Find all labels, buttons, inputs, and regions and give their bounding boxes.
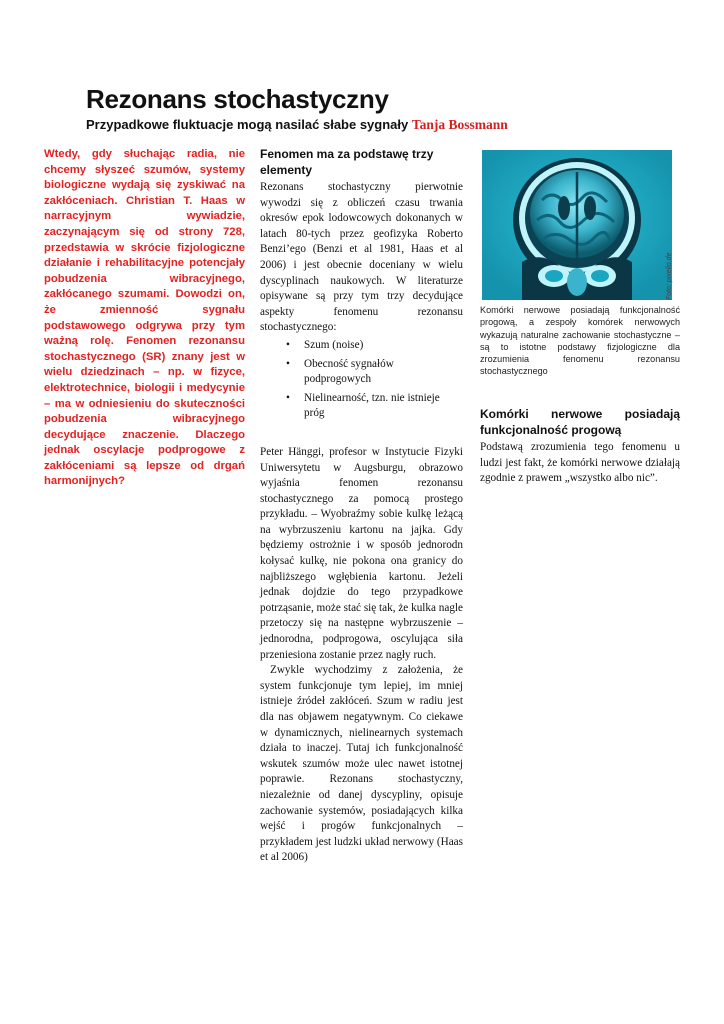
brain-mri-image	[482, 150, 672, 300]
paragraph-noise: Zwykle wychodzimy z założenia, że system funkcjonuje tym lepiej, im mniej istnieje źródeł zakłóceń. Szum w radiu jest dla nas objawem negatywnym. Co ciekawe w dynamicznych, nielinearnych systemach działa to inaczej. Tutaj ich funkcjonalność wskutek szumów może ulec nawet istotnej poprawie. Rezonans stochastyczny, niezależnie od danej dyscypliny, opisuje zachowanie systemów, posiadających kilka wejść i progów funkcjonalnych – przykładem jest ludzki układ nerwowy (Haas et al 2006)	[260, 664, 463, 864]
list-item: • Szum (noise)	[286, 338, 463, 354]
paragraph-hanggi: Peter Hänggi, profesor w Instytucie Fizyki Uniwersytetu w Augsburgu, obrazowo wyjaśnia fenomen rezonansu stochastycznego za pomocą prostego przykładu. – Wyobraźmy sobie kulkę leżącą na wybrzuszeniu kartonu na jajka. Gdy będziemy ostrożnie i w sposób jednorodn kołysać kulkę, nie pokona ona granicy do najbliższego wgłębienia kartonu. Jeżeli jednak dojdzie do tego przypadkowe potrząsanie, może stać się tak, że kulka nagle przetoczy się na następne wybrzuszenie – jednorodna, podprogowa, oscylująca siła przeniesiona zostanie przez nagły ruch.	[260, 445, 463, 661]
section-heading-fenomen: Fenomen ma za podstawę trzy elementy	[260, 147, 434, 177]
photo-credit: Foto: pixelio.de	[666, 252, 673, 300]
article-title: Rezonans stochastyczny	[86, 84, 389, 114]
photo-caption: Komórki nerwowe posiadają funkcjonalność progową, a zespoły komórek nerwowych wykazują naturalne zachowanie stochastyczne – są to istotne podstawy fizjologiczne dla zrozumienia fenomenu rezonansu stochastycznego	[480, 305, 680, 377]
section-heading-komorki: Komórki nerwowe posiadają funkcjonalność progową	[480, 407, 680, 437]
aspects-list	[260, 338, 463, 422]
paragraph-all-or-nothing: Podstawą zrozumienia tego fenomenu u ludzi jest fakt, że komórki nerwowe działają zgodnie z prawem „wszystko albo nic”.	[480, 441, 680, 485]
subtitle-text: Przypadkowe fluktuacje mogą nasilać słabe sygnały	[86, 117, 409, 132]
list-item: • Obecność sygnałów podprogowych	[286, 357, 463, 388]
brain-scan-icon	[482, 150, 672, 300]
author-name: Tanja Bossmann	[411, 117, 508, 132]
article-subtitle	[86, 117, 508, 133]
main-column	[260, 146, 463, 866]
list-item: • Nielinearność, tzn. nie istnieje próg	[286, 391, 463, 422]
lead-paragraph: Wtedy, gdy słuchając radia, nie chcemy słyszeć szumów, systemy biologiczne wydają się zyskiwać na zakłóceniach. Christian T. Haas w narracyjnym wywiadzie, zaczynającym się od strony 728, przedstawia w skrócie fizjologiczne działanie i rehabilitacyjne potencjały pobudzenia wibracyjnego, zakłócanego szumami. Dowodzi on, że zmienność sygnału podstawowego odgrywa przy tym ważną rolę. Fenomen rezonansu stochastycznego (SR) znany jest w wielu dziedzinach – np. w fizyce, elektrotechnice, biologii i medycynie – ma w odniesieniu do skuteczności pobudzenia wibracyjnego decydujące znaczenie. Dlaczego jednak oscylacje podprogowe z zakłóceniami są lepsze od drgań harmonijnych?	[44, 148, 245, 488]
side-column	[480, 406, 680, 487]
paragraph-origin: Rezonans stochastyczny pierwotnie wywodzi się z obliczeń czasu trwania okresów epok lodowcowych dokonanych w latach 80-tych przez geofizyka Roberto Benzi’ego (Benzi et al 1981, Haas et al 2006) i jest obecnie doceniany w wielu dyscyplinach naukowych. W literaturze opisywane są przy tym trzy decydujące aspekty fenomenu rezonansu stochastycznego:	[260, 181, 463, 334]
